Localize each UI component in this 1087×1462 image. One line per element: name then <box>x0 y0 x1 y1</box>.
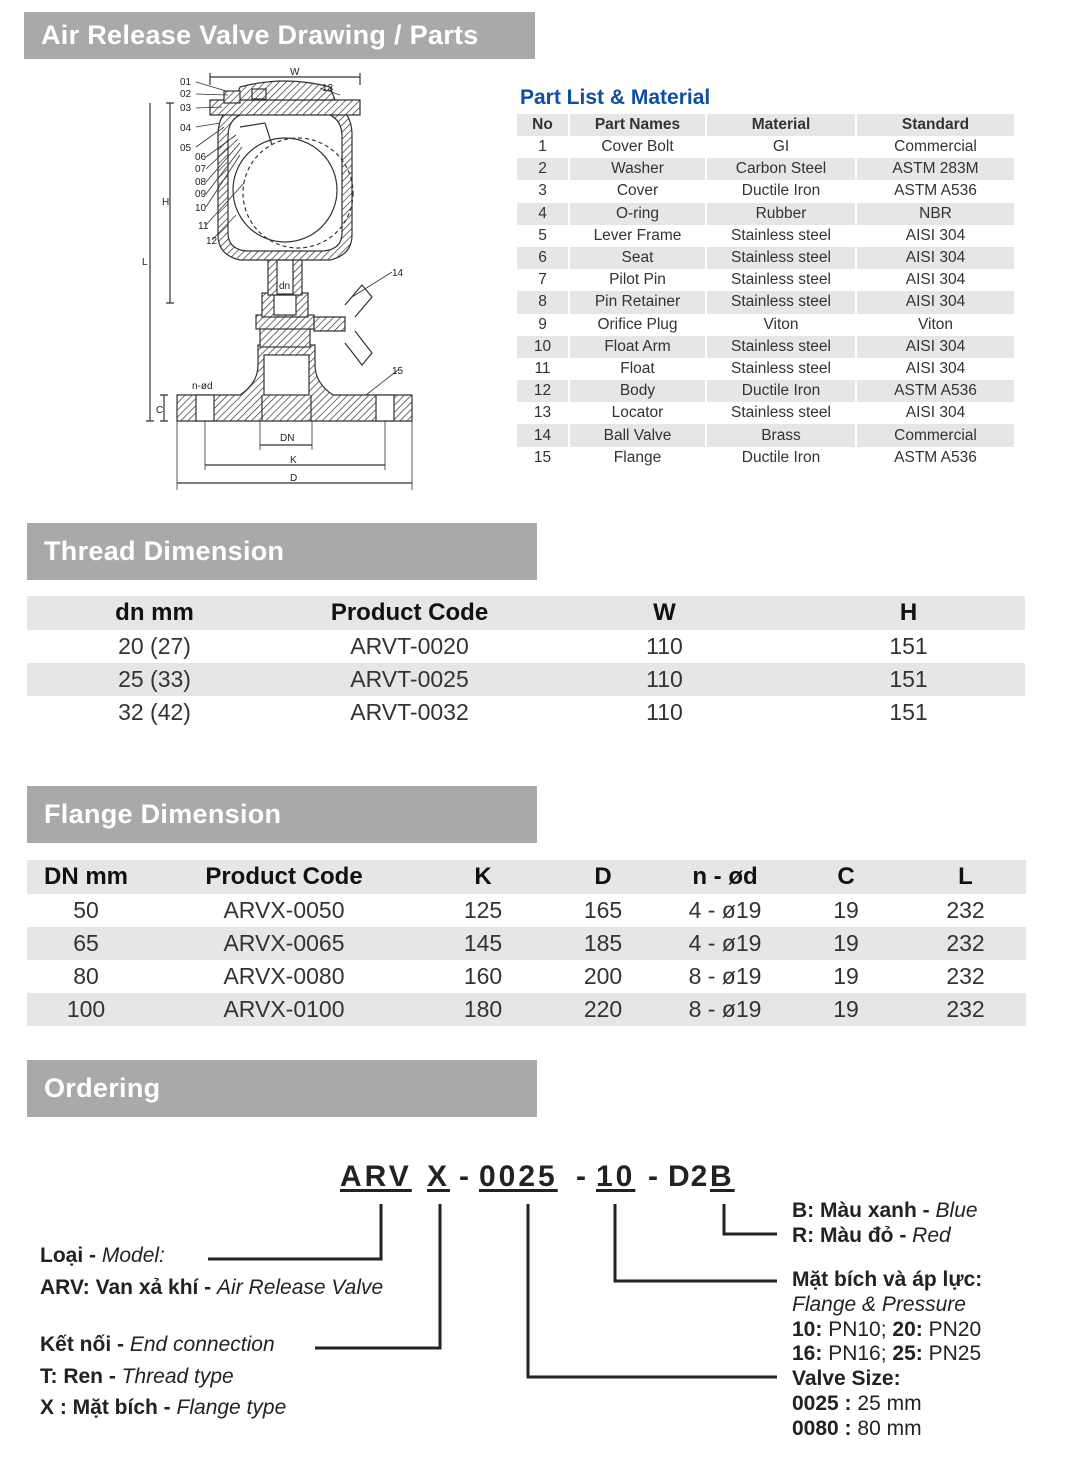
table-row <box>27 993 1026 1026</box>
header-dn: dn mm <box>27 596 282 630</box>
code-color: B <box>710 1160 735 1193</box>
header-c: C <box>787 860 905 894</box>
cell: 110 <box>646 699 683 725</box>
cell: Body <box>570 380 707 402</box>
callout-10: 10 <box>195 203 207 214</box>
header-d: D <box>543 860 663 894</box>
cell: Brass <box>707 424 857 446</box>
cell: ARVX-0050 <box>223 897 345 923</box>
header-material: Material <box>707 114 857 136</box>
header-product-code: Product Code <box>282 596 537 630</box>
size-option-1: 0025 : 25 mm <box>792 1392 922 1415</box>
part-list-table <box>517 114 1014 469</box>
code-dash-3: - <box>648 1160 661 1193</box>
ordering-code-diagram <box>0 1130 1087 1462</box>
header-dn: DN mm <box>27 860 145 894</box>
table-header-row <box>27 596 1025 630</box>
cell: 100 <box>27 993 145 1026</box>
cell: Lever Frame <box>570 225 707 247</box>
cell: AISI 304 <box>857 336 1014 358</box>
table-row <box>517 402 1014 424</box>
cell: 125 <box>463 897 503 923</box>
pressure-options-2: 16: PN16; 25: PN25 <box>792 1342 982 1365</box>
dim-nod-label: n-ød <box>192 381 213 392</box>
cell: 160 <box>463 963 503 989</box>
cell: 6 <box>517 247 570 269</box>
flange-section-title: Flange Dimension <box>27 786 537 843</box>
drawing-section-title: Air Release Valve Drawing / Parts <box>24 12 535 59</box>
table-row <box>517 269 1014 291</box>
size-label: Valve Size: <box>792 1367 901 1390</box>
cell: Ductile Iron <box>707 380 857 402</box>
cell: 12 <box>517 380 570 402</box>
table-row <box>517 424 1014 446</box>
cell: ARVT-0032 <box>350 699 469 725</box>
table-row <box>517 358 1014 380</box>
cell: 19 <box>833 963 859 989</box>
table-row <box>517 380 1014 402</box>
cell: 1 <box>517 136 570 158</box>
cell: 151 <box>889 699 928 725</box>
header-l: L <box>905 860 1026 894</box>
cell: 8 - ø19 <box>663 993 787 1026</box>
header-no: No <box>517 114 570 136</box>
cell: 13 <box>517 402 570 424</box>
cell: ARVX-0080 <box>223 963 345 989</box>
cell: Float <box>570 358 707 380</box>
table-row <box>27 630 1025 663</box>
dim-w-label: W <box>290 67 300 78</box>
cell: 232 <box>946 963 985 989</box>
thread-section-title: Thread Dimension <box>27 523 537 580</box>
code-d2: D2 <box>668 1160 709 1193</box>
pressure-options-1: 10: PN10; 20: PN20 <box>792 1318 982 1341</box>
flange-dimension-table <box>27 860 1026 1026</box>
code-pressure: 10 <box>596 1160 636 1193</box>
cell: 25 (33) <box>27 663 282 696</box>
connection-flange: X : Mặt bích - Flange type <box>40 1396 287 1419</box>
header-n-od: n - ød <box>663 860 787 894</box>
cell: Stainless steel <box>707 291 857 313</box>
cell: AISI 304 <box>857 358 1014 380</box>
cell: ARVT-0020 <box>350 633 469 659</box>
cell: ASTM A536 <box>857 380 1014 402</box>
cell: 232 <box>905 927 1026 960</box>
callout-09: 09 <box>195 189 207 200</box>
cell: Orifice Plug <box>570 314 707 336</box>
cell: Stainless steel <box>707 247 857 269</box>
callout-03: 03 <box>180 103 192 114</box>
cell: 7 <box>517 269 570 291</box>
dim-k-label: K <box>290 455 297 466</box>
header-part-names: Part Names <box>570 114 707 136</box>
cell: 8 - ø19 <box>688 963 762 989</box>
dim-c-label: C <box>156 405 164 416</box>
cell: 10 <box>517 336 570 358</box>
cell: 185 <box>543 927 663 960</box>
table-row <box>517 225 1014 247</box>
callout-06: 06 <box>195 152 207 163</box>
dim-dn-small-label: dn <box>279 281 291 292</box>
header-k: K <box>423 860 543 894</box>
cell: 20 (27) <box>118 633 191 659</box>
table-row <box>27 696 1025 729</box>
callout-08: 08 <box>195 177 207 188</box>
cell: ARVT-0025 <box>282 663 537 696</box>
cell: 180 <box>423 993 543 1026</box>
cell: Flange <box>570 447 707 469</box>
cell: 4 <box>517 203 570 225</box>
code-size: 0025 <box>479 1160 558 1193</box>
callout-15: 15 <box>392 366 404 377</box>
cell: Cover <box>570 180 707 202</box>
cell: 19 <box>787 927 905 960</box>
model-label: Loại - Model: <box>40 1244 165 1267</box>
cell: Stainless steel <box>707 269 857 291</box>
thread-dimension-table <box>27 596 1025 729</box>
cell: Viton <box>707 314 857 336</box>
cell: 220 <box>543 993 663 1026</box>
cell: ASTM A536 <box>857 447 1014 469</box>
cell: Locator <box>570 402 707 424</box>
cell: AISI 304 <box>857 269 1014 291</box>
cell: ASTM 283M <box>857 158 1014 180</box>
cell: Seat <box>570 247 707 269</box>
cell: 3 <box>517 180 570 202</box>
table-header-row <box>27 860 1026 894</box>
cell: Float Arm <box>570 336 707 358</box>
table-header-row <box>517 114 1014 136</box>
connection-thread: T: Ren - Thread type <box>40 1365 234 1388</box>
cell: 19 <box>787 993 905 1026</box>
cell: 5 <box>517 225 570 247</box>
table-row <box>517 291 1014 313</box>
cell: Viton <box>857 314 1014 336</box>
dim-dn-label: DN <box>280 433 295 444</box>
cell: Ball Valve <box>570 424 707 446</box>
cell: Cover Bolt <box>570 136 707 158</box>
table-row <box>517 314 1014 336</box>
table-row <box>517 136 1014 158</box>
cell: 165 <box>583 897 623 923</box>
cell: Ductile Iron <box>707 447 857 469</box>
code-connection: X <box>427 1160 451 1193</box>
cell: 9 <box>517 314 570 336</box>
callout-14: 14 <box>392 268 404 279</box>
code-dash-2: - <box>576 1160 589 1193</box>
cell: 110 <box>537 663 792 696</box>
cell: 32 (42) <box>118 699 191 725</box>
cell: 2 <box>517 158 570 180</box>
color-red: R: Màu đỏ - Red <box>792 1224 951 1247</box>
header-product-code: Product Code <box>145 860 423 894</box>
table-row <box>27 960 1026 993</box>
cell: Washer <box>570 158 707 180</box>
dim-d-label: D <box>290 473 298 484</box>
table-row <box>517 247 1014 269</box>
cell: 11 <box>517 358 570 380</box>
cell: Pilot Pin <box>570 269 707 291</box>
cell: 110 <box>646 633 683 659</box>
table-row <box>517 203 1014 225</box>
callout-13: 13 <box>322 83 334 94</box>
callout-01: 01 <box>180 77 192 88</box>
cell: AISI 304 <box>857 291 1014 313</box>
callout-02: 02 <box>180 89 192 100</box>
size-option-2: 0080 : 80 mm <box>792 1417 922 1440</box>
table-row <box>27 927 1026 960</box>
cell: 145 <box>423 927 543 960</box>
cell: 4 - ø19 <box>663 927 787 960</box>
dim-l-label: L <box>142 257 148 268</box>
cell: Rubber <box>707 203 857 225</box>
code-arv: ARV <box>340 1160 412 1193</box>
cell: 232 <box>905 993 1026 1026</box>
cell: ARVX-0100 <box>145 993 423 1026</box>
cell: Stainless steel <box>707 225 857 247</box>
cell: 15 <box>517 447 570 469</box>
table-row <box>27 894 1026 927</box>
cell: 19 <box>833 897 859 923</box>
cell: ASTM A536 <box>857 180 1014 202</box>
table-row <box>517 180 1014 202</box>
cell: 151 <box>792 663 1025 696</box>
header-standard: Standard <box>857 114 1014 136</box>
callout-07: 07 <box>195 164 207 175</box>
cell: Pin Retainer <box>570 291 707 313</box>
table-row <box>517 158 1014 180</box>
cell: O-ring <box>570 203 707 225</box>
table-row <box>517 336 1014 358</box>
valve-technical-drawing <box>140 65 430 495</box>
cell: 65 <box>27 927 145 960</box>
cell: Commercial <box>857 424 1014 446</box>
callout-04: 04 <box>180 123 192 134</box>
cell: 14 <box>517 424 570 446</box>
header-w: W <box>537 596 792 630</box>
cell: AISI 304 <box>857 247 1014 269</box>
cell: AISI 304 <box>857 402 1014 424</box>
callout-12: 12 <box>206 236 218 247</box>
cell: 50 <box>73 897 99 923</box>
cell: Stainless steel <box>707 336 857 358</box>
header-h: H <box>792 596 1025 630</box>
code-dash-1: - <box>459 1160 472 1193</box>
cell: Stainless steel <box>707 358 857 380</box>
cell: Ductile Iron <box>707 180 857 202</box>
connection-label: Kết nối - End connection <box>40 1333 275 1356</box>
callout-11: 11 <box>198 221 209 232</box>
cell: Carbon Steel <box>707 158 857 180</box>
cell: 151 <box>889 633 928 659</box>
cell: 4 - ø19 <box>688 897 762 923</box>
cell: 80 <box>73 963 99 989</box>
pressure-label-en: Flange & Pressure <box>792 1293 966 1316</box>
cell: Commercial <box>857 136 1014 158</box>
callout-05: 05 <box>180 143 192 154</box>
ordering-section-title: Ordering <box>27 1060 537 1117</box>
cell: NBR <box>857 203 1014 225</box>
part-list-title: Part List & Material <box>520 86 711 109</box>
cell: GI <box>707 136 857 158</box>
color-blue: B: Màu xanh - Blue <box>792 1199 978 1222</box>
table-row <box>27 663 1025 696</box>
cell: 8 <box>517 291 570 313</box>
cell: 232 <box>946 897 985 923</box>
cell: Stainless steel <box>707 402 857 424</box>
cell: AISI 304 <box>857 225 1014 247</box>
pressure-label: Mặt bích và áp lực: <box>792 1268 983 1291</box>
cell: 200 <box>583 963 623 989</box>
table-row <box>517 447 1014 469</box>
dim-h-label: H <box>162 197 170 208</box>
cell: ARVX-0065 <box>145 927 423 960</box>
model-value: ARV: Van xả khí - Air Release Valve <box>40 1276 384 1299</box>
